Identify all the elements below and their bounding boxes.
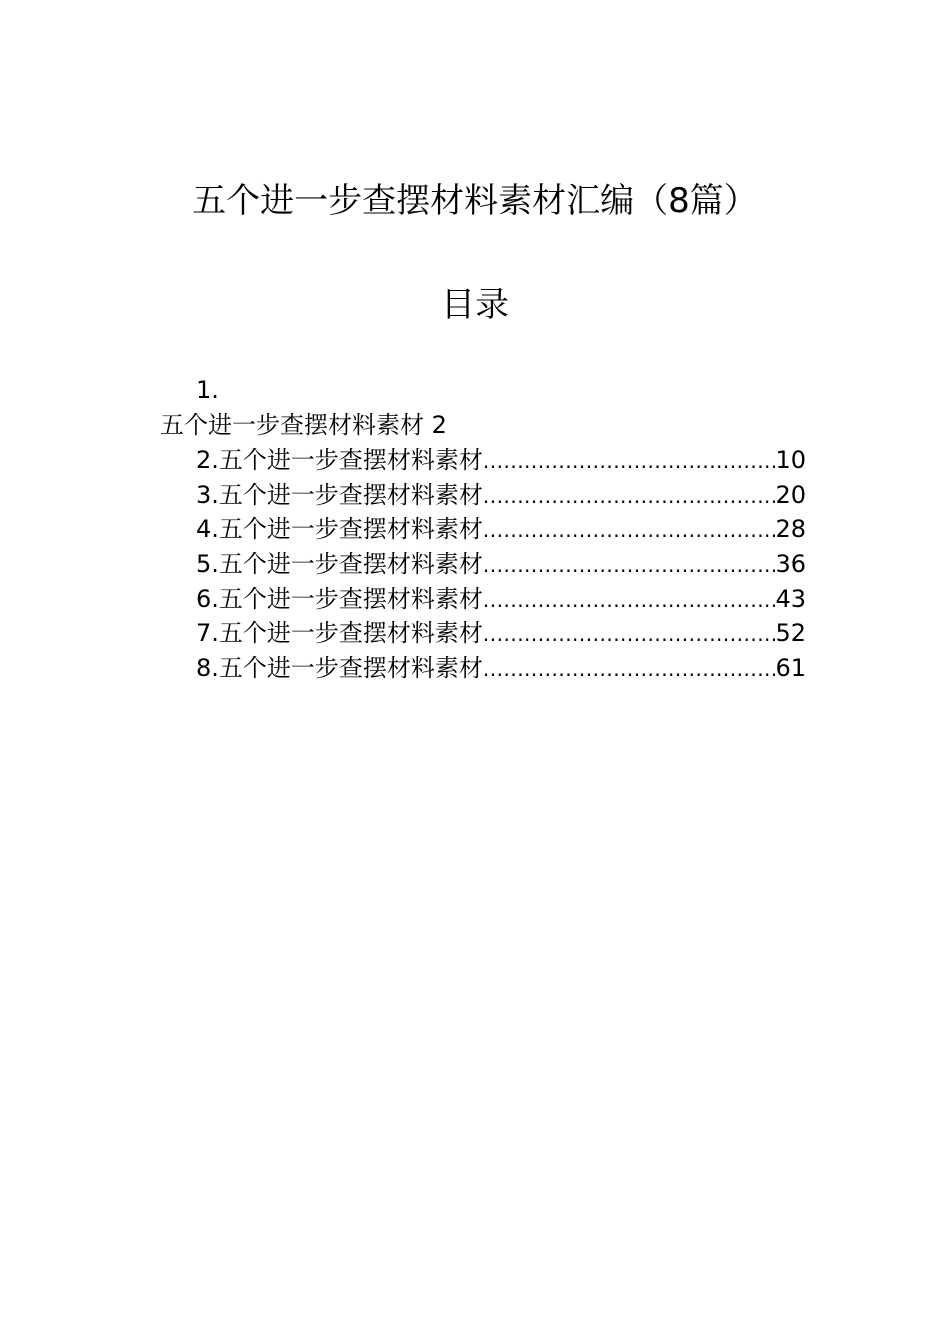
toc-entry-label: 3.五个进一步查摆材料素材	[196, 480, 483, 509]
toc-dot-leader	[483, 513, 776, 547]
toc-page-number: 20	[775, 480, 806, 509]
toc-entry-3[interactable]	[196, 478, 806, 513]
toc-entry-7[interactable]	[196, 616, 806, 651]
toc-dot-leader	[483, 479, 776, 513]
toc-entry-label: 6.五个进一步查摆材料素材	[196, 584, 483, 613]
toc-entry-2[interactable]	[196, 443, 806, 478]
toc-entry-label: 8.五个进一步查摆材料素材	[196, 654, 483, 683]
toc-heading: 目录	[441, 285, 509, 325]
toc-dot-leader	[483, 617, 776, 651]
toc-dot-leader	[483, 652, 776, 686]
toc-entry-1-number[interactable]: 1.	[196, 376, 219, 404]
toc-page-number: 10	[775, 446, 806, 474]
toc-entry-5[interactable]	[196, 547, 806, 582]
toc-dot-leader	[483, 444, 776, 478]
toc-entry-6[interactable]	[196, 582, 806, 617]
toc-entry-label: 4.五个进一步查摆材料素材	[196, 515, 483, 544]
toc-dot-leader	[483, 548, 776, 582]
toc-entry-4[interactable]	[196, 512, 806, 547]
toc-entry-label: 2.五个进一步查摆材料素材	[196, 446, 483, 474]
toc-page-number: 28	[775, 515, 806, 544]
toc-dot-leader	[483, 583, 776, 617]
toc-list	[196, 443, 806, 686]
toc-page-number: 43	[775, 584, 806, 613]
toc-page-number: 61	[775, 654, 806, 683]
toc-entry-label: 7.五个进一步查摆材料素材	[196, 619, 483, 648]
toc-entry-label: 5.五个进一步查摆材料素材	[196, 550, 483, 579]
toc-page-number: 36	[775, 550, 806, 579]
toc-entry-1-text[interactable]: 五个进一步查摆材料素材 2	[160, 411, 447, 439]
document-title: 五个进一步查摆材料素材汇编（8篇）	[192, 181, 758, 221]
toc-entry-8[interactable]	[196, 651, 806, 686]
toc-page-number: 52	[775, 619, 806, 648]
